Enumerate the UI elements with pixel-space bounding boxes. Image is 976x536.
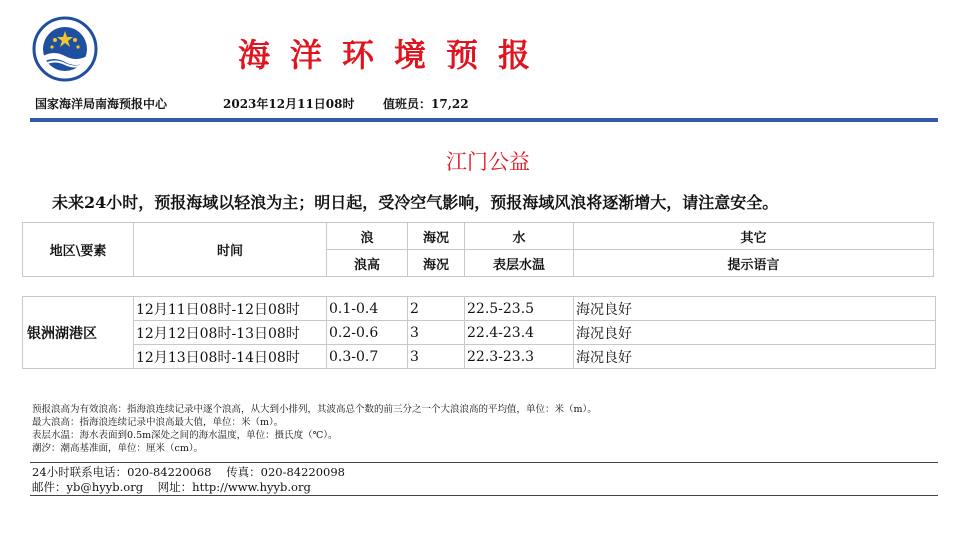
note-line: 预报浪高为有效浪高：指海浪连续记录中逐个浪高，从大到小排列，其波高总个数的前三分之一个大浪浪高的平均值，单位：米（m）。 (32, 404, 597, 415)
col-subheader-wave-height: 浪高 (327, 250, 408, 277)
definitions-notes (32, 403, 597, 455)
page-title: 海洋环境预报 (238, 36, 551, 74)
sea-state-cell: 3 (408, 321, 465, 345)
col-subheader-sea-state: 海况 (408, 250, 465, 277)
wave-height-cell: 0.2-0.6 (327, 321, 408, 345)
wave-height-cell: 0.1-0.4 (327, 297, 408, 321)
notice-cell: 海况良好 (574, 297, 936, 321)
region-title: 江门公益 (446, 150, 530, 174)
col-subheader-surface-temp: 表层水温 (465, 250, 574, 277)
time-cell: 12月12日08时-13日08时 (134, 321, 327, 345)
note-line: 最大浪高：指海浪连续记录中浪高最大值，单位：米（m）。 (32, 417, 284, 428)
forecast-table-header (22, 222, 934, 277)
note-line: 潮汐：潮高基准面，单位：厘米（cm）。 (32, 443, 204, 454)
col-header-wave: 浪 (327, 223, 408, 250)
footer-divider-bottom (30, 495, 938, 496)
contact-phone-fax: 24小时联系电话：020-84220068 传真：020-84220098 (32, 465, 345, 479)
wave-height-cell: 0.3-0.7 (327, 345, 408, 369)
time-cell: 12月11日08时-12日08时 (134, 297, 327, 321)
col-header-region: 地区\要素 (23, 223, 134, 277)
table-row (23, 345, 936, 369)
forecast-summary: 未来24小时，预报海域以轻浪为主；明日起，受冷空气影响，预报海域风浪将逐渐增大，请注意安全。 (52, 193, 779, 212)
col-header-sea: 海况 (408, 223, 465, 250)
surface-temp-cell: 22.4-23.4 (465, 321, 574, 345)
surface-temp-cell: 22.5-23.5 (465, 297, 574, 321)
notice-cell: 海况良好 (574, 321, 936, 345)
issue-datetime: 2023年12月11日08时 (223, 97, 355, 111)
notice-cell: 海况良好 (574, 345, 936, 369)
footer-divider-top (30, 462, 938, 463)
sea-state-cell: 3 (408, 345, 465, 369)
contact-email-website: 邮件：yb@hyyb.org 网址：http://www.hyyb.org (32, 480, 311, 494)
header-divider (30, 118, 938, 122)
forecast-table-body (22, 296, 936, 369)
note-line: 表层水温：海水表面到0.5m深处之间的海水温度，单位：摄氏度（℃）。 (32, 430, 338, 441)
table-row (23, 321, 936, 345)
contact-info (32, 465, 345, 495)
col-header-water: 水 (465, 223, 574, 250)
duty-officer: 值班员：17,22 (383, 97, 469, 111)
issuing-organization: 国家海洋局南海预报中心 (35, 97, 168, 111)
surface-temp-cell: 22.3-23.3 (465, 345, 574, 369)
sea-state-cell: 2 (408, 297, 465, 321)
table-row (23, 297, 936, 321)
col-subheader-notice: 提示语言 (574, 250, 934, 277)
state-oceanic-administration-logo (32, 16, 98, 82)
time-cell: 12月13日08时-14日08时 (134, 345, 327, 369)
region-cell: 银洲湖港区 (23, 297, 134, 369)
col-header-other: 其它 (574, 223, 934, 250)
col-header-time: 时间 (134, 223, 327, 277)
